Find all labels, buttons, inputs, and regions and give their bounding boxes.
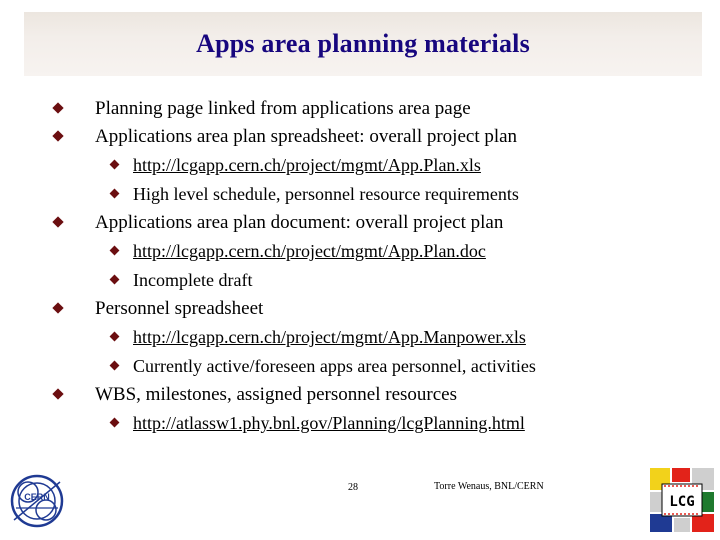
link-app-manpower-xls[interactable]: http://lcgapp.cern.ch/project/mgmt/App.Manpower.xls <box>133 327 526 347</box>
bullet-diamond-icon <box>52 302 63 313</box>
bullet-text: Incomplete draft <box>133 270 253 290</box>
bullet-diamond-icon <box>52 216 63 227</box>
bullet-text: Applications area plan document: overall project plan <box>95 212 504 233</box>
bullet-text: WBS, milestones, assigned personnel resources <box>95 384 457 405</box>
bullet-text: Applications area plan spreadsheet: overall project plan <box>95 126 518 147</box>
bullet-diamond-icon <box>110 418 120 428</box>
cern-logo <box>6 470 68 532</box>
svg-text:LCG: LCG <box>669 494 695 510</box>
bullet-diamond-icon <box>110 332 120 342</box>
bullet-diamond-icon <box>110 275 120 285</box>
bullet-diamond-icon <box>52 388 63 399</box>
bullet-diamond-icon <box>52 130 63 141</box>
link-lcg-planning-html[interactable]: http://atlassw1.phy.bnl.gov/Planning/lcgPlanning.html <box>133 413 525 433</box>
lcg-logo <box>648 466 716 534</box>
page-number: 28 <box>348 482 358 493</box>
svg-text:CERN: CERN <box>24 492 50 502</box>
slide-title: Apps area planning materials <box>196 29 530 58</box>
bullet-diamond-icon <box>110 246 120 256</box>
link-app-plan-xls[interactable]: http://lcgapp.cern.ch/project/mgmt/App.Plan.xls <box>133 155 481 175</box>
footer-author: Torre Wenaus, BNL/CERN <box>434 481 544 492</box>
bullet-diamond-icon <box>52 102 63 113</box>
bullet-diamond-icon <box>110 160 120 170</box>
title-band <box>24 12 702 76</box>
bullet-diamond-icon <box>110 189 120 199</box>
bullet-text: Currently active/foreseen apps area personnel, activities <box>133 356 536 376</box>
bullet-text: Personnel spreadsheet <box>95 298 264 319</box>
bullet-text: Planning page linked from applications area page <box>95 98 471 119</box>
link-app-plan-doc[interactable]: http://lcgapp.cern.ch/project/mgmt/App.Plan.doc <box>133 241 486 261</box>
bullet-text: High level schedule, personnel resource requirements <box>133 184 519 204</box>
bullet-diamond-icon <box>110 361 120 371</box>
